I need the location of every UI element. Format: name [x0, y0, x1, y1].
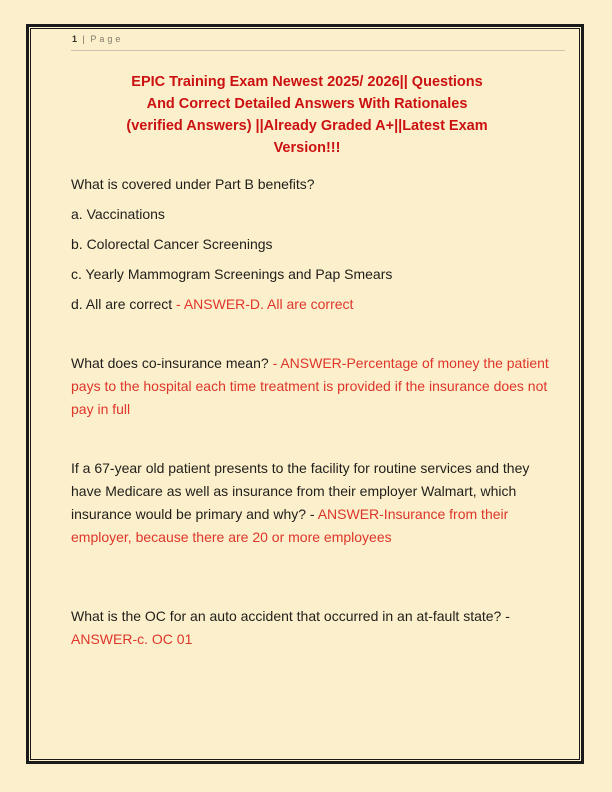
answer-text: ANSWER-Insurance from their employer, because there are 20 or more employees [71, 506, 509, 545]
option-d-with-answer [71, 293, 557, 316]
title-line: Version!!! [273, 140, 341, 156]
title-line: (verified Answers) ||Already Graded A+||Latest Exam [126, 118, 488, 134]
option-c: c. Yearly Mammogram Screenings and Pap Smears [71, 266, 393, 282]
question-text: If a 67-year old patient presents to the facility for routine services and they have Medicare as well as insurance from their employer Walmart, which insurance would be primary and why? - [71, 460, 530, 522]
document-title [64, 71, 550, 159]
qa-block-3 [71, 457, 557, 549]
qa-block-1 [71, 173, 557, 316]
header-rule [71, 50, 565, 51]
option-b: b. Colorectal Cancer Screenings [71, 236, 273, 252]
question-with-answer [71, 605, 557, 651]
page-header [72, 34, 123, 44]
option-a: a. Vaccinations [71, 206, 165, 222]
page-header-label: Page [90, 34, 124, 44]
qa-block-4 [71, 605, 557, 651]
title-line: And Correct Detailed Answers With Rationales [146, 96, 468, 112]
question-text: What is the OC for an auto accident that occurred in an at-fault state? - [71, 608, 510, 624]
question-with-answer [71, 352, 557, 421]
question-text: What does co-insurance mean? [71, 355, 273, 371]
page-number: 1 [72, 34, 78, 44]
answer-text: - ANSWER-D. All are correct [176, 296, 354, 312]
qa-block-2 [71, 352, 557, 421]
option-d-text: d. All are correct [71, 296, 177, 312]
answer-text: ANSWER-c. OC 01 [71, 631, 193, 647]
page-header-separator: | [82, 34, 85, 44]
title-line: EPIC Training Exam Newest 2025/ 2026|| Questions [131, 74, 483, 90]
question-text: What is covered under Part B benefits? [71, 176, 315, 192]
question-with-answer [71, 457, 557, 549]
answer-text: - ANSWER-Percentage of money the patient pays to the hospital each time treatment is provided if the insurance does not pay in full [71, 355, 549, 417]
